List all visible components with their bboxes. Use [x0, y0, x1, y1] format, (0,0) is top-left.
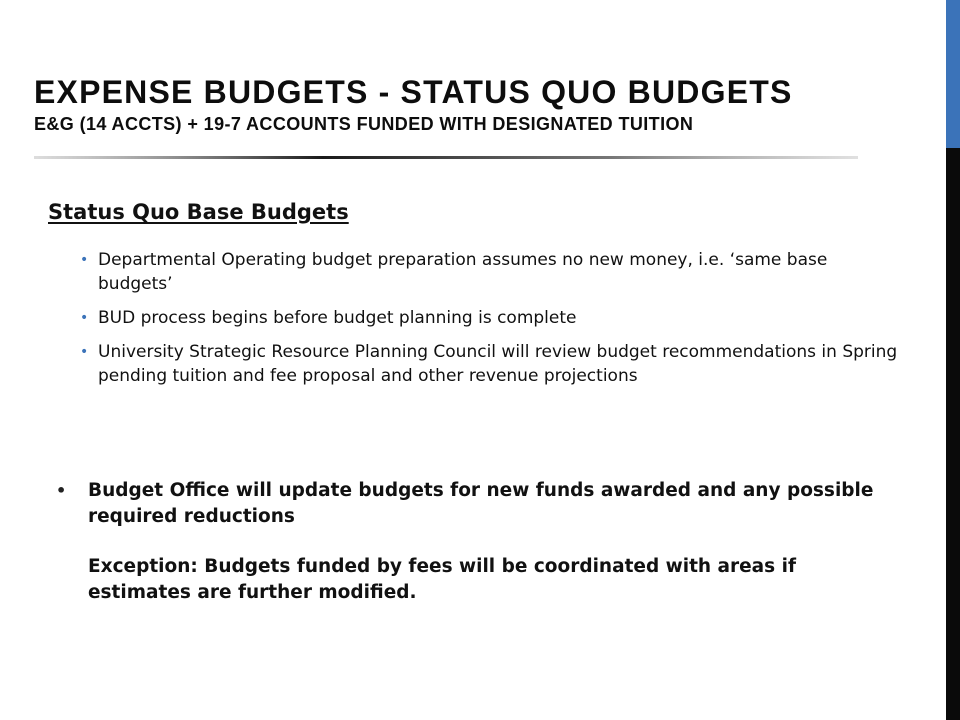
list-item [78, 248, 898, 296]
list-item [78, 306, 898, 330]
bullet-icon: • [56, 481, 67, 500]
main-bullet-text: Budget Office will update budgets for new funds awarded and any possible required reductions [88, 480, 874, 527]
exception-note: Exception: Budgets funded by fees will be coordinated with areas if estimates are further modified. [88, 556, 797, 603]
slide-subtitle: E&G (14 ACCTS) + 19-7 ACCOUNTS FUNDED WITH DESIGNATED TUITION [34, 114, 694, 134]
list-item-text: University Strategic Resource Planning Council will review budget recommendations in Spring pending tuition and fee proposal and other revenue projections [98, 342, 898, 386]
sub-bullet-list [78, 248, 898, 398]
title-divider [34, 156, 858, 160]
list-item [78, 340, 898, 388]
bullet-icon: • [80, 310, 89, 326]
edge-accent-bar [946, 0, 960, 148]
bullet-icon: • [80, 252, 89, 268]
slide-title: EXPENSE BUDGETS - STATUS QUO BUDGETS [34, 74, 793, 110]
edge-dark-bar [946, 148, 960, 720]
bullet-icon: • [80, 344, 89, 360]
list-item-text: BUD process begins before budget planning is complete [98, 308, 577, 328]
list-item [56, 478, 886, 606]
main-bullet-list [56, 478, 886, 606]
section-heading: Status Quo Base Budgets [48, 200, 349, 224]
list-item-text: Departmental Operating budget preparation assumes no new money, i.e. ‘same base budgets’ [98, 250, 828, 294]
